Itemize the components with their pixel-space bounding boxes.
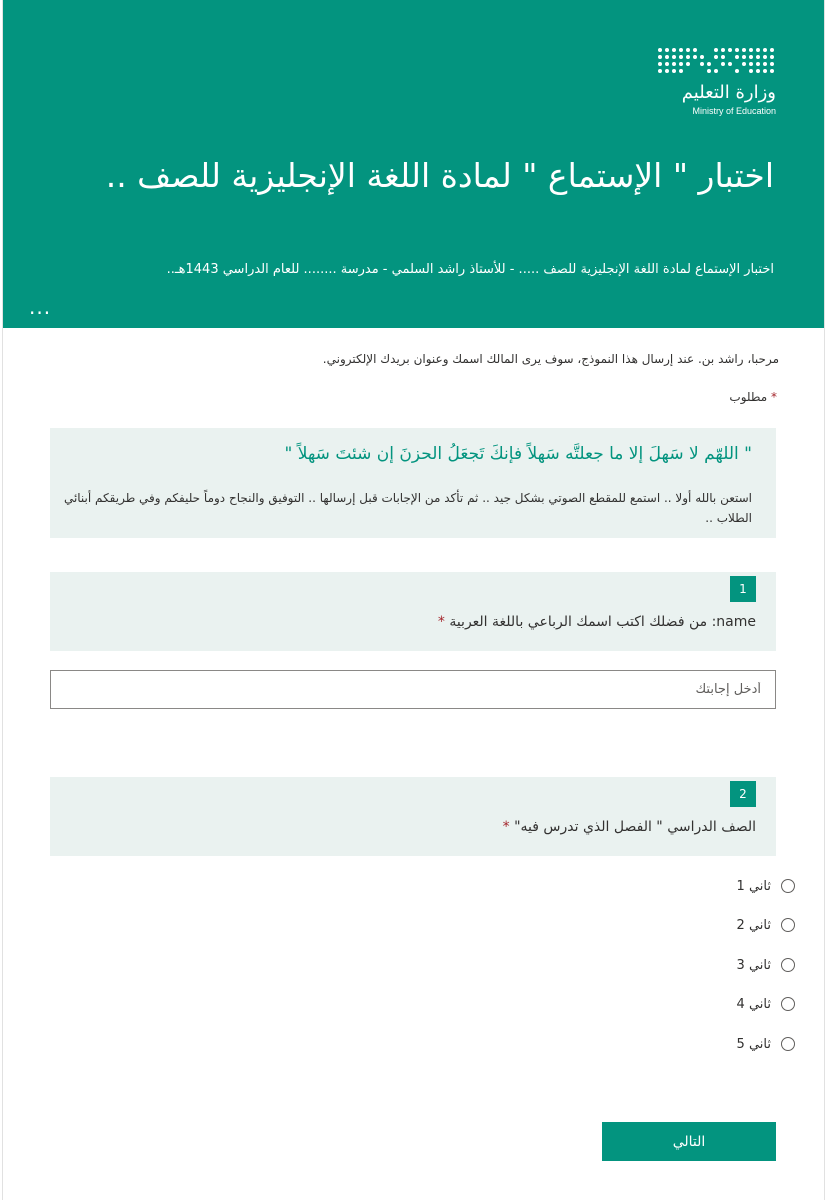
question-number: 2	[730, 781, 756, 807]
radio-option[interactable]	[737, 994, 795, 1014]
radio-button[interactable]	[781, 918, 795, 932]
radio-button[interactable]	[781, 997, 795, 1011]
required-label: مطلوب	[729, 390, 768, 404]
sign-in-notice: مرحبا، راشد بن. عند إرسال هذا النموذج، سوف يرى المالك اسمك وعنوان بريدك الإلكتروني.	[322, 352, 779, 366]
question-1-header	[50, 572, 776, 651]
required-star: *	[502, 819, 510, 835]
option-label: ثاني 5	[736, 1036, 771, 1052]
option-label: ثاني 2	[736, 917, 771, 933]
section-description: استعن بالله أولا .. استمع للمقطع الصوتي بشكل جيد .. ثم تأكد من الإجابات قبل إرسالها .. التوفيق والنجاح دوماً حليفكم وفي طريقكم أبنائي الطلاب ..	[63, 491, 752, 525]
next-button[interactable]: التالي	[602, 1122, 776, 1161]
option-label: ثاني 1	[736, 878, 771, 894]
question-title	[76, 614, 756, 630]
question-number: 1	[730, 576, 756, 602]
radio-button[interactable]	[781, 879, 795, 893]
required-note	[729, 390, 777, 404]
question-text: name: من فضلك اكتب اسمك الرباعي باللغة العربية	[449, 614, 756, 630]
logo-arabic-text: وزارة التعليم	[681, 82, 776, 103]
option-label: ثاني 3	[736, 957, 771, 973]
radio-option[interactable]	[737, 915, 795, 935]
ministry-logo	[596, 46, 776, 118]
logo-english-text: Ministry of Education	[692, 106, 776, 116]
required-star: *	[771, 390, 777, 404]
question-title	[76, 819, 756, 835]
more-options-icon[interactable]: ...	[29, 295, 52, 319]
radio-option[interactable]	[737, 876, 795, 896]
logo-dots-icon	[656, 46, 776, 76]
section-header	[50, 428, 776, 538]
radio-button[interactable]	[781, 958, 795, 972]
name-answer-input[interactable]	[50, 670, 776, 709]
form-title: اختبار " الإستماع " لمادة اللغة الإنجليزية للصف ..	[105, 156, 774, 195]
question-text: الصف الدراسي " الفصل الذي تدرس فيه"	[514, 819, 756, 835]
radio-option[interactable]	[737, 1034, 795, 1054]
question-2-header	[50, 777, 776, 856]
radio-option[interactable]	[737, 955, 795, 975]
section-title: " اللهّم لا سَهلَ إلا ما جعلتَّه سَهلاً فإنكَ تَجعَلُ الحزنَ إن شئتَ سَهلاً "	[284, 444, 752, 464]
required-star: *	[437, 614, 445, 630]
form-subtitle: اختبار الإستماع لمادة اللغة الإنجليزية للصف ..... - للأستاذ راشد السلمي - مدرسة ........ للعام الدراسي 1443هـ..	[166, 262, 774, 277]
form-header	[3, 0, 824, 328]
option-label: ثاني 4	[736, 996, 771, 1012]
radio-button[interactable]	[781, 1037, 795, 1051]
